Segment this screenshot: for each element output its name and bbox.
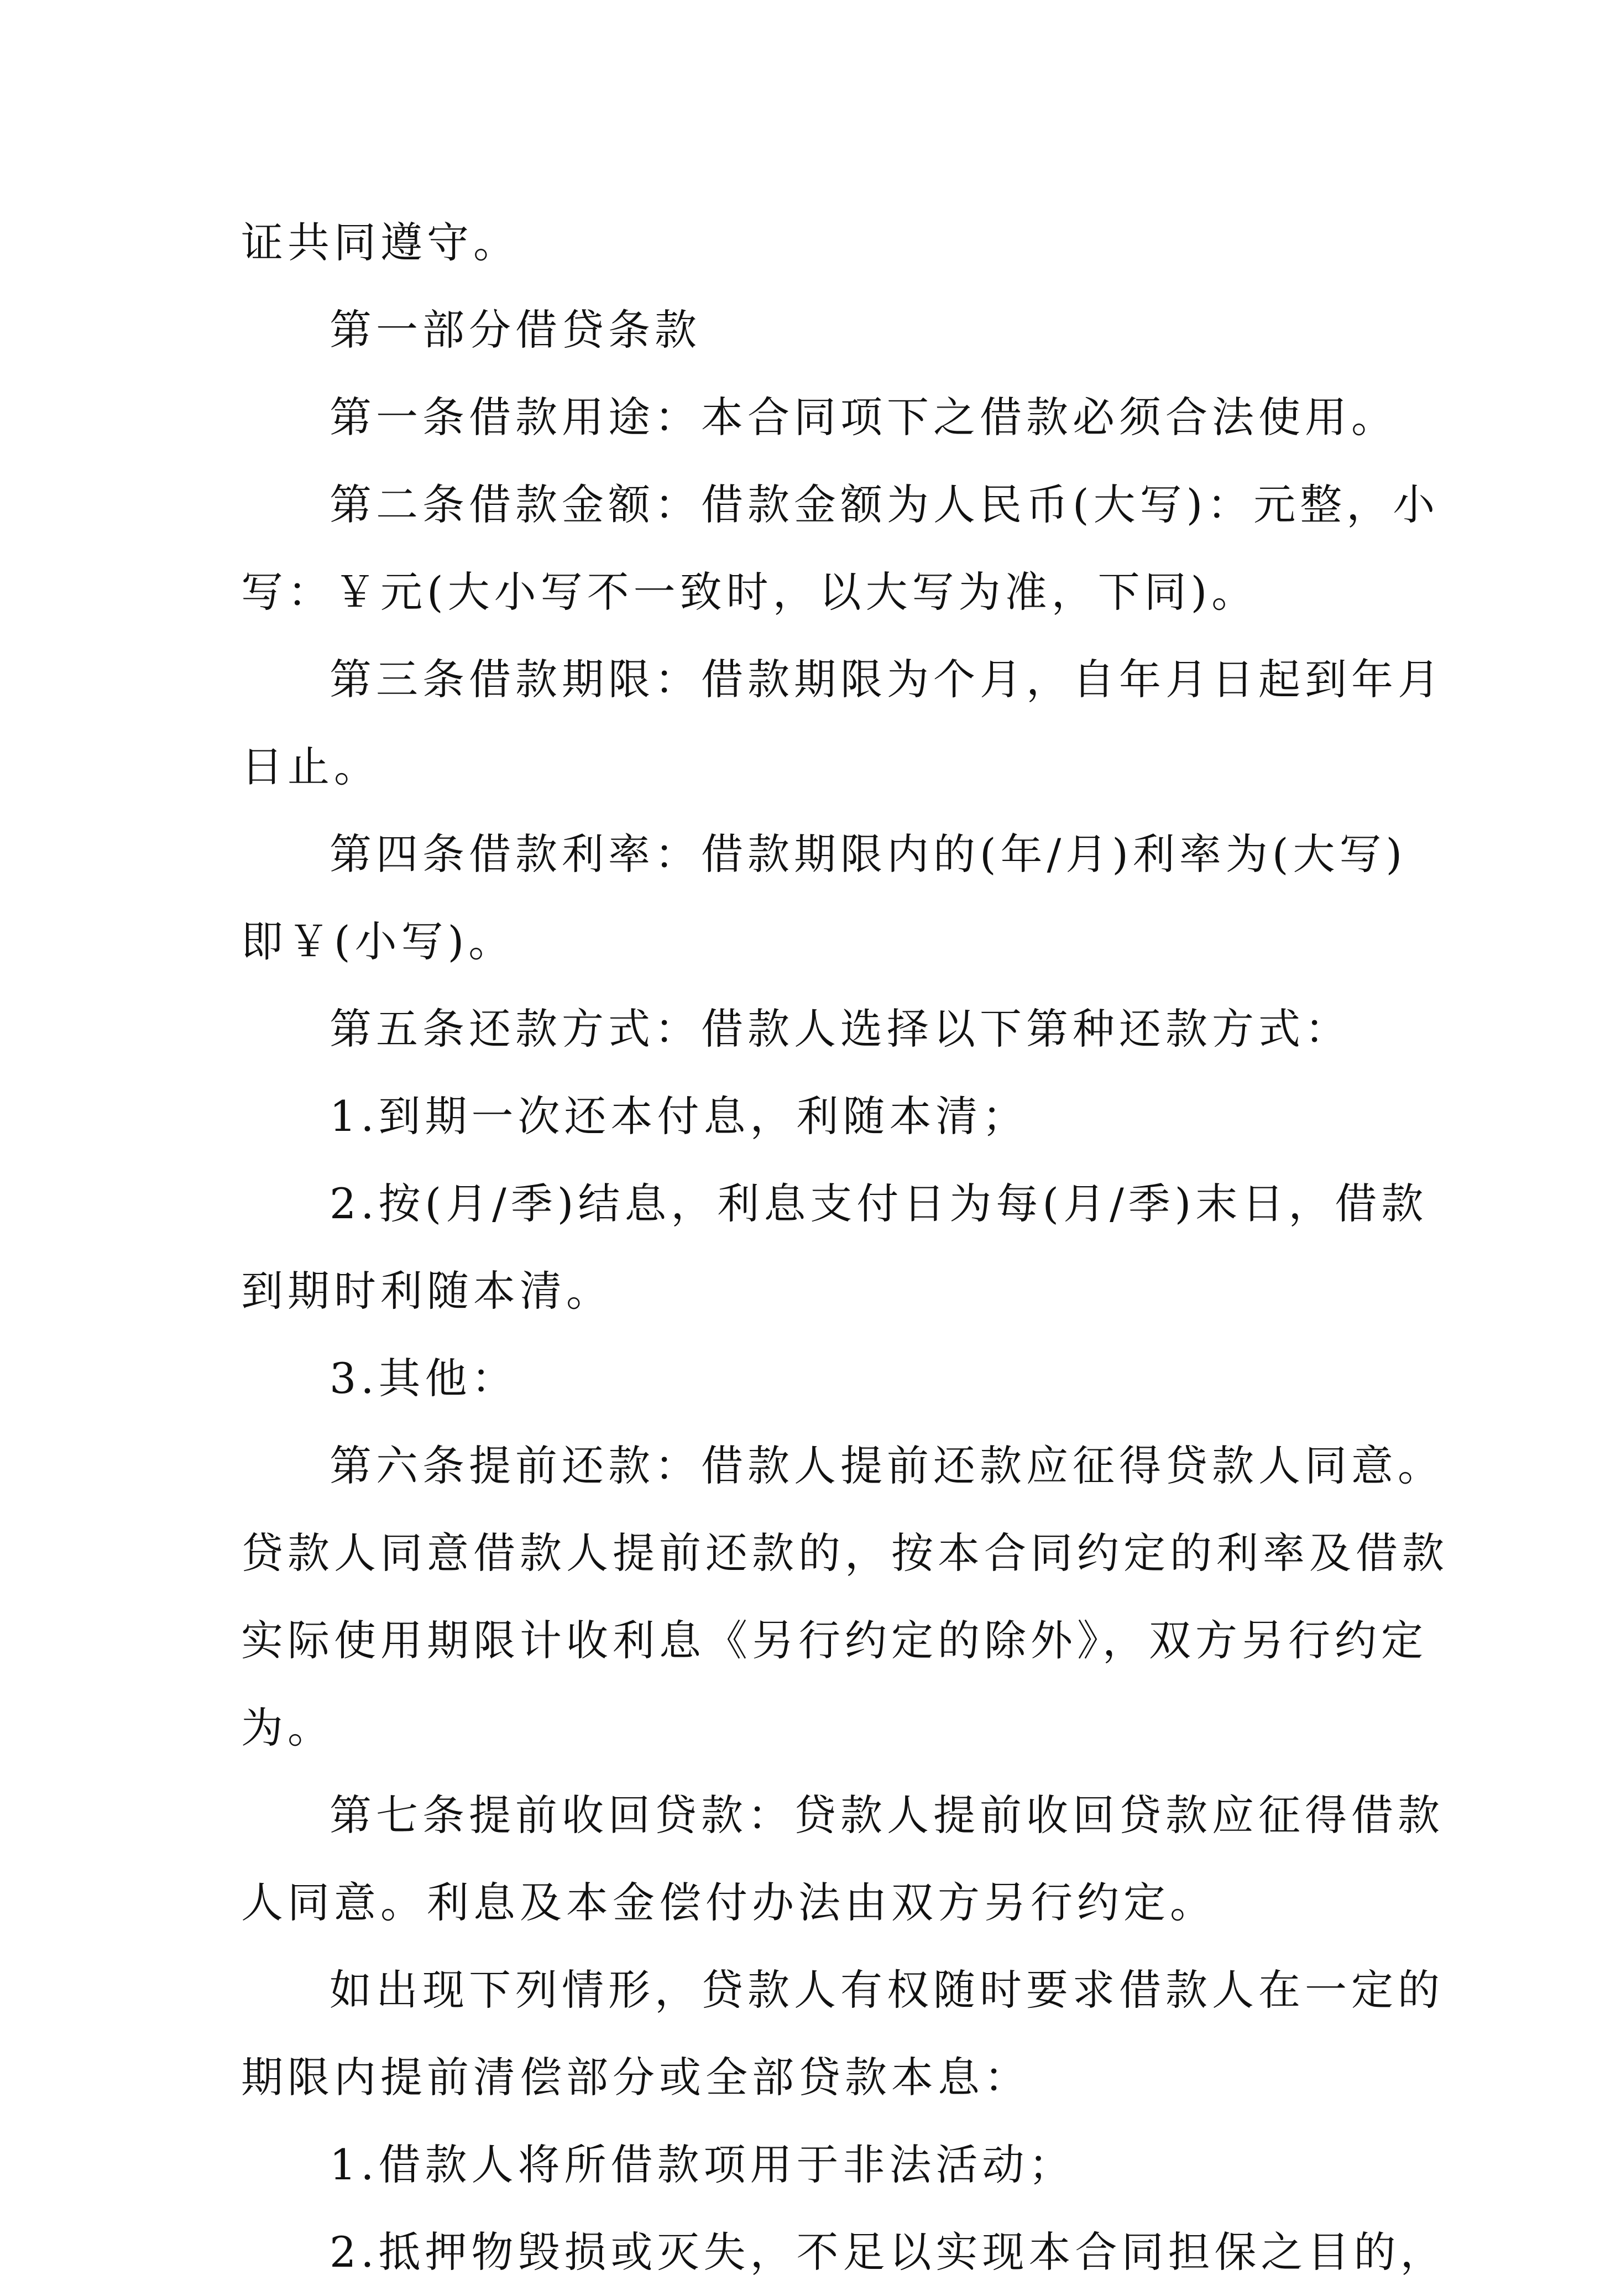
text-line: 第五条还款方式：借款人选择以下第种还款方式： [330,1004,1351,1053]
document-body [241,199,1449,2296]
list-item: 2.按(月/季)结息，利息支付日为每(月/季)末日，借款 [330,1179,1428,1228]
list-item: 2.抵押物毁损或灭失，不足以实现本合同担保之目的， [330,2227,1447,2277]
text-line: 第二条借款金额：借款金额为人民币(大写)：元整，小 [330,480,1440,529]
text-line: 第七条提前收回贷款：贷款人提前收回贷款应征得借款 [330,1791,1444,1840]
text-line: 证共同遵守。 [241,218,520,267]
text-line: 实际使用期限计收利息《另行约定的除外》，双方另行约定 [241,1616,1428,1665]
text-line: 期限内提前清偿部分或全部贷款本息： [241,2053,1031,2102]
text-line: 贷款人同意借款人提前还款的，按本合同约定的利率及借款 [241,1528,1449,1578]
text-line: 为。 [241,1703,334,1752]
text-line: 人同意。利息及本金偿付办法由双方另行约定。 [241,1878,1216,1927]
text-line: 第三条借款期限：借款期限为个月，自年月日起到年月 [330,655,1444,704]
list-item: 1.到期一次还本付息，利随本清； [330,1092,1029,1141]
text-line: 到期时利随本清。 [241,1266,613,1316]
text-line: 如出现下列情形，贷款人有权随时要求借款人在一定的 [330,1965,1444,2015]
text-line: 即￥(小写)。 [241,917,515,966]
text-line: 第六条提前还款：借款人提前还款应征得贷款人同意。 [330,1441,1444,1490]
text-line: 第四条借款利率：借款期限内的(年/月)利率为(大写) [330,829,1407,879]
list-item: 1.借款人将所借款项用于非法活动； [330,2140,1075,2189]
section-heading: 第一部分借贷条款 [330,305,701,354]
text-line: 日止。 [241,742,380,791]
text-line: 第一条借款用途：本合同项下之借款必须合法使用。 [330,393,1398,442]
text-line: 写：￥元(大小写不一致时，以大写为准，下同)。 [241,567,1258,617]
list-item: 3.其他： [330,1354,518,1403]
